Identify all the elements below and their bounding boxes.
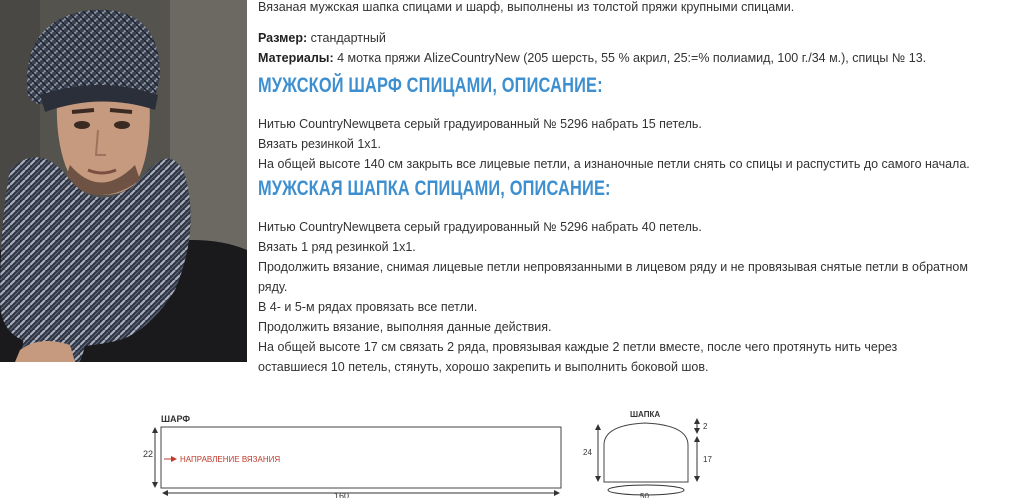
hat-step: Продолжить вязание, выполняя данные действия. <box>258 320 552 334</box>
pattern-diagrams <box>0 395 1024 498</box>
size-value: стандартный <box>307 31 386 45</box>
scarf-step: Вязать резинкой 1х1. <box>258 137 381 151</box>
hat-heading: МУЖСКАЯ ШАПКА СПИЦАМИ, ОПИСАНИЕ: <box>258 177 611 200</box>
hat-top-label: 2 <box>703 422 708 431</box>
hat-step: оставшиеся 10 петель, стянуть, хорошо закрепить и выполнить боковой шов. <box>258 360 709 374</box>
materials-label: Материалы: <box>258 51 334 65</box>
scarf-height-label: 22 <box>143 449 154 459</box>
knitting-direction-label: НАПРАВЛЕНИЕ ВЯЗАНИЯ <box>180 455 281 464</box>
size-line <box>258 28 386 48</box>
product-photo <box>0 0 247 362</box>
scarf-step: Нитью CountryNewцвета серый градуированный № 5296 набрать 15 петель. <box>258 117 702 131</box>
hat-step: Нитью CountryNewцвета серый градуированный № 5296 набрать 40 петель. <box>258 220 702 234</box>
hat-step: ряду. <box>258 280 288 294</box>
hat-step: Вязать 1 ряд резинкой 1х1. <box>258 240 416 254</box>
hat-step: Продолжить вязание, снимая лицевые петли непровязанными в лицевом ряду и не провязывая снятые петли в обратном <box>258 260 968 274</box>
scarf-width-label: 160 <box>334 491 350 498</box>
scarf-step: На общей высоте 140 см закрыть все лицевые петли, а изнаночные петли снять со спицы и распустить до самого начала. <box>258 157 970 171</box>
hat-height-label: 24 <box>583 448 592 457</box>
man-in-hat-and-scarf-image <box>0 0 247 362</box>
hat-step: На общей высоте 17 см связать 2 ряда, провязывая каждые 2 петли вместе, после чего протянуть нить через <box>258 340 898 354</box>
hat-diagram <box>583 410 712 498</box>
hat-outline <box>604 423 688 482</box>
size-label: Размер: <box>258 31 308 45</box>
scarf-diagram-title: ШАРФ <box>161 414 191 424</box>
hat-circumference-label: 50 <box>640 492 649 498</box>
materials-line <box>258 48 926 68</box>
hat-side-label: 17 <box>703 455 712 464</box>
hat-step: В 4- и 5-м рядах провязать все петли. <box>258 300 478 314</box>
intro-text: Вязаная мужская шапка спицами и шарф, выполнены из толстой пряжи крупными спицами. <box>258 0 795 14</box>
scarf-diagram <box>143 414 561 498</box>
pattern-diagrams-svg <box>0 395 1024 498</box>
materials-value: 4 мотка пряжи AlizeCountryNew (205 шерсть, 55 % акрил, 25:=% полиамид, 100 г./34 м.), спицы № 13. <box>333 51 927 65</box>
hat-diagram-title: ШАПКА <box>630 410 661 419</box>
scarf-heading: МУЖСКОЙ ШАРФ СПИЦАМИ, ОПИСАНИЕ: <box>258 74 603 97</box>
